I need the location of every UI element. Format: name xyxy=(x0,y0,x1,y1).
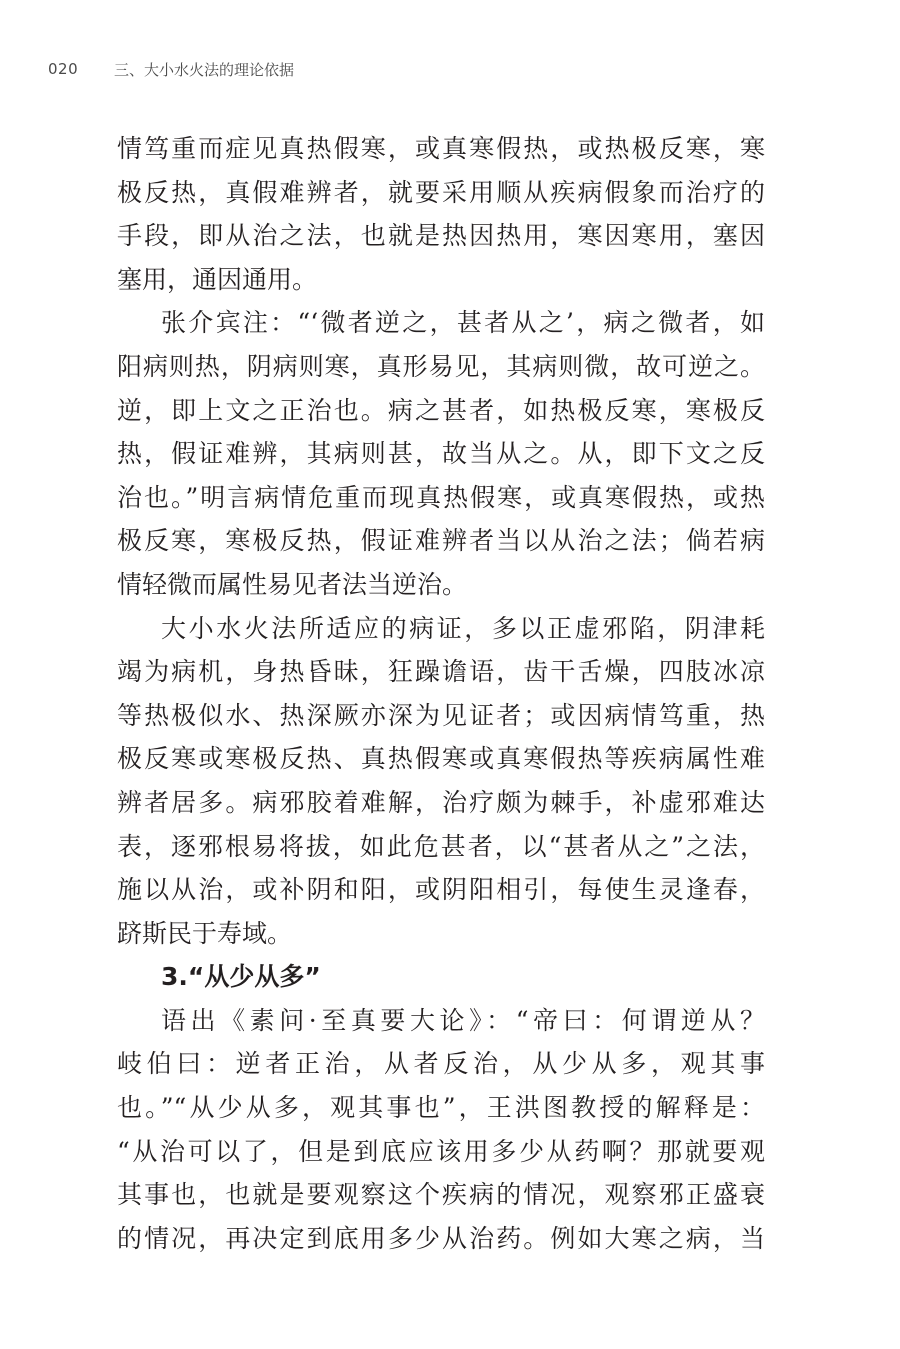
text-line: 热，假证难辨，其病则甚，故当从之。从，即下文之反 xyxy=(117,439,765,469)
text-line: 治也。”明言病情危重而现真热假寒，或真寒假热，或热 xyxy=(117,482,765,512)
text-line: 语出《素问·至真要大论》：“帝曰：何谓逆从？ xyxy=(161,1005,765,1035)
text-line: 的情况，再决定到底用多少从治药。例如大寒之病，当 xyxy=(117,1223,765,1253)
text-line: 辨者居多。病邪胶着难解，治疗颇为棘手，补虚邪难达 xyxy=(117,787,765,817)
text-line: 张介宾注：“‘微者逆之，甚者从之’，病之微者，如 xyxy=(161,308,765,338)
text-line: 极反热，真假难辨者，就要采用顺从疾病假象而治疗的 xyxy=(117,177,765,207)
text-line: 表，逐邪根易将拔，如此危甚者，以“甚者从之”之法， xyxy=(117,831,765,861)
text-line: 情轻微而属性易见者法当逆治。 xyxy=(117,569,468,599)
paragraph-1 xyxy=(117,127,765,301)
paragraph-4 xyxy=(117,999,765,1261)
text-line: 竭为病机，身热昏昧，狂躁谵语，齿干舌燥，四肢冰凉 xyxy=(117,657,765,687)
text-line: 手段，即从治之法，也就是热因热用，寒因寒用，塞因 xyxy=(117,221,765,251)
text-line: 逆，即上文之正治也。病之甚者，如热极反寒，寒极反 xyxy=(117,395,765,425)
text-line: 也。”“从少从多，观其事也”，王洪图教授的解释是： xyxy=(117,1093,765,1123)
text-line: 施以从治，或补阴和阳，或阴阳相引，每使生灵逢春， xyxy=(117,875,765,905)
text-line: 其事也，也就是要观察这个疾病的情况，观察邪正盛衰 xyxy=(117,1180,765,1210)
text-line: 极反寒或寒极反热、真热假寒或真寒假热等疾病属性难 xyxy=(117,744,765,774)
text-line: 大小水火法所适应的病证，多以正虚邪陷，阴津耗 xyxy=(161,613,765,643)
text-line: 等热极似水、热深厥亦深为见证者；或因病情笃重，热 xyxy=(117,700,765,730)
section-heading: 3.“从少从多” xyxy=(161,962,321,992)
body-text xyxy=(117,127,765,1260)
page-number: 020 xyxy=(48,60,79,78)
paragraph-3 xyxy=(117,607,765,956)
text-line: 跻斯民于寿域。 xyxy=(117,918,293,948)
text-line: 阳病则热，阴病则寒，真形易见，其病则微，故可逆之。 xyxy=(117,351,765,381)
paragraph-2 xyxy=(117,301,765,606)
running-header xyxy=(48,58,294,80)
text-line: 塞用，通因通用。 xyxy=(117,264,318,294)
text-line: 极反寒，寒极反热，假证难辨者当以从治之法；倘若病 xyxy=(117,526,765,556)
chapter-title: 三、大小水火法的理论依据 xyxy=(114,60,295,79)
text-line: 岐伯曰：逆者正治，从者反治，从少从多，观其事 xyxy=(117,1049,765,1079)
text-line: “从治可以了，但是到底应该用多少从药啊？那就要观 xyxy=(117,1136,765,1166)
text-line: 情笃重而症见真热假寒，或真寒假热，或热极反寒，寒 xyxy=(117,134,765,163)
